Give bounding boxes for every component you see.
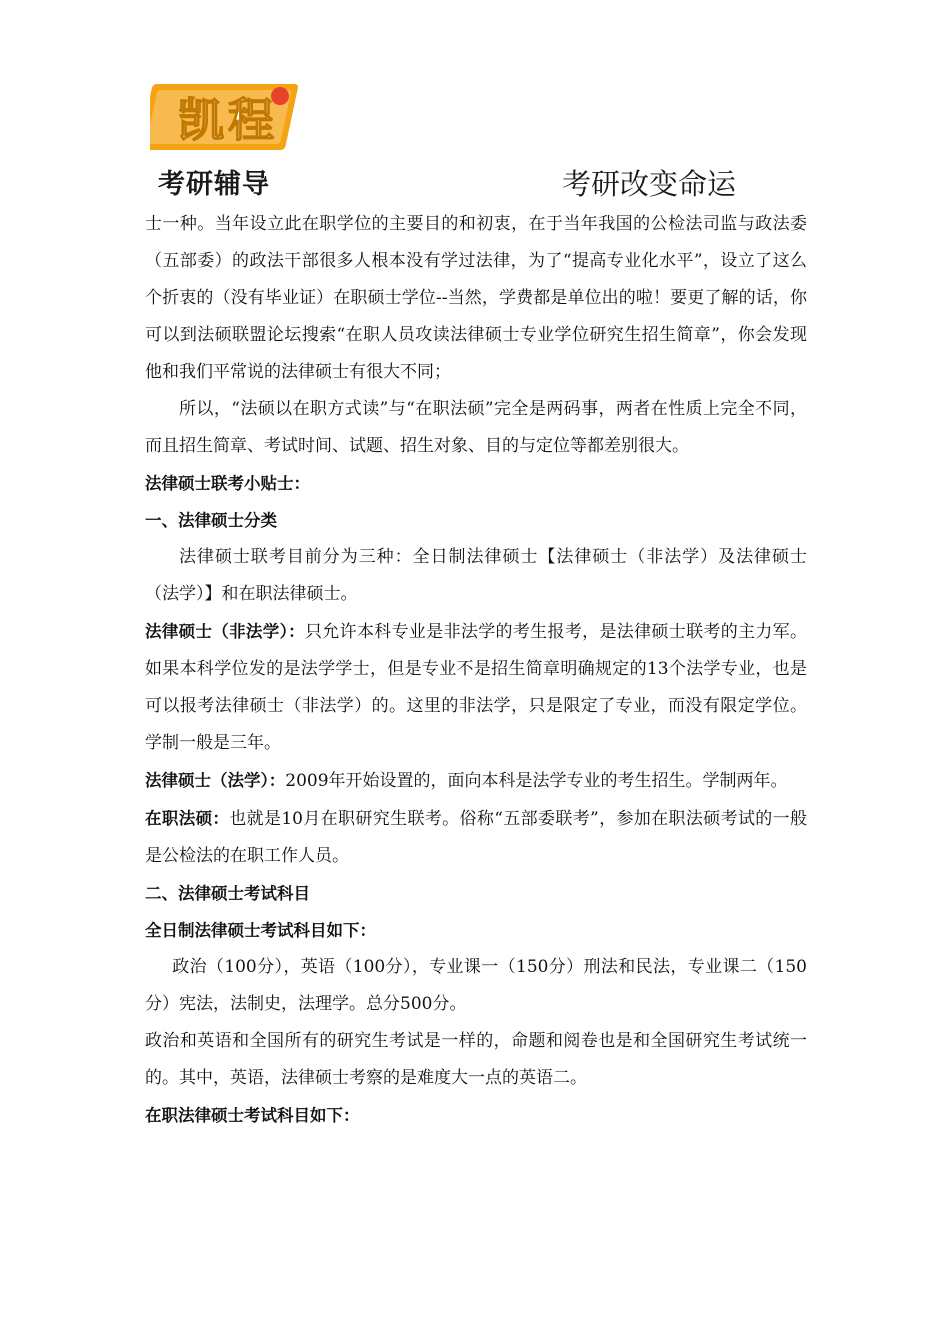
logo-subtitle: 考研辅导 [158, 169, 270, 200]
term-label: 法律硕士（非法学）： [145, 622, 305, 641]
tips-heading: 法律硕士联考小贴士： [145, 474, 310, 493]
subheading: 在职法律硕士考试科目如下： [145, 1106, 360, 1125]
paragraph: 政治（100分），英语（100分），专业课一（150分）刑法和民法，专业课二（150分）宪法，法制史，法理学。总分500分。 [145, 957, 807, 1014]
paragraph: 法律硕士联考目前分为三种：全日制法律硕士【法律硕士（非法学）及法律硕士（法学）】和在职法律硕士。 [145, 547, 807, 604]
paragraph: 政治和英语和全国所有的研究生考试是一样的，命题和阅卷也是和全国研究生考试统一的。其中，英语，法律硕士考察的是难度大一点的英语二。 [145, 1031, 807, 1088]
logo-graphic [150, 78, 310, 158]
term-label: 法律硕士（法学）： [145, 771, 286, 790]
logo-text: 凯程 [178, 93, 278, 147]
logo [150, 78, 310, 200]
paragraph [145, 613, 807, 762]
document-body [145, 206, 807, 1134]
paragraph [145, 762, 807, 800]
section-heading: 二、法律硕士考试科目 [145, 884, 310, 903]
paragraph: 所以，“法硕以在职方式读”与“在职法硕”完全是两码事，两者在性质上完全不同，而且招生简章、考试时间、试题、招生对象、目的与定位等都差别很大。 [145, 399, 807, 456]
term-label: 在职法硕： [145, 809, 230, 828]
subheading: 全日制法律硕士考试科目如下： [145, 921, 376, 940]
term-text: 只允许本科专业是非法学的考生报考，是法律硕士联考的主力军。如果本科学位发的是法学学士，但是专业不是招生简章明确规定的13个法学专业，也是可以报考法律硕士（非法学）的。这里的非法学，只是限定了专业，而没有限定学位。学制一般是三年。 [145, 622, 808, 753]
term-text: 2009年开始设置的，面向本科是法学专业的考生招生。学制两年。 [285, 771, 788, 791]
slogan: 考研改变命运 [562, 167, 737, 201]
paragraph: 士一种。当年设立此在职学位的主要目的和初衷，在于当年我国的公检法司监与政法委（五部委）的政法干部很多人根本没有学过法律，为了“提高专业化水平”，设立了这么个折衷的（没有毕业证）在职硕士学位--当然，学费都是单位出的啦！要更了解的话，你可以到法硕联盟论坛搜索“在职人员攻读法律硕士专业学位研究生招生简章”，你会发现他和我们平常说的法律硕士有很大不同； [145, 214, 807, 382]
section-heading: 一、法律硕士分类 [145, 511, 277, 530]
term-text: 也就是10月在职研究生联考。俗称“五部委联考”，参加在职法硕考试的一般是公检法的在职工作人员。 [145, 809, 808, 866]
paragraph [145, 800, 807, 875]
